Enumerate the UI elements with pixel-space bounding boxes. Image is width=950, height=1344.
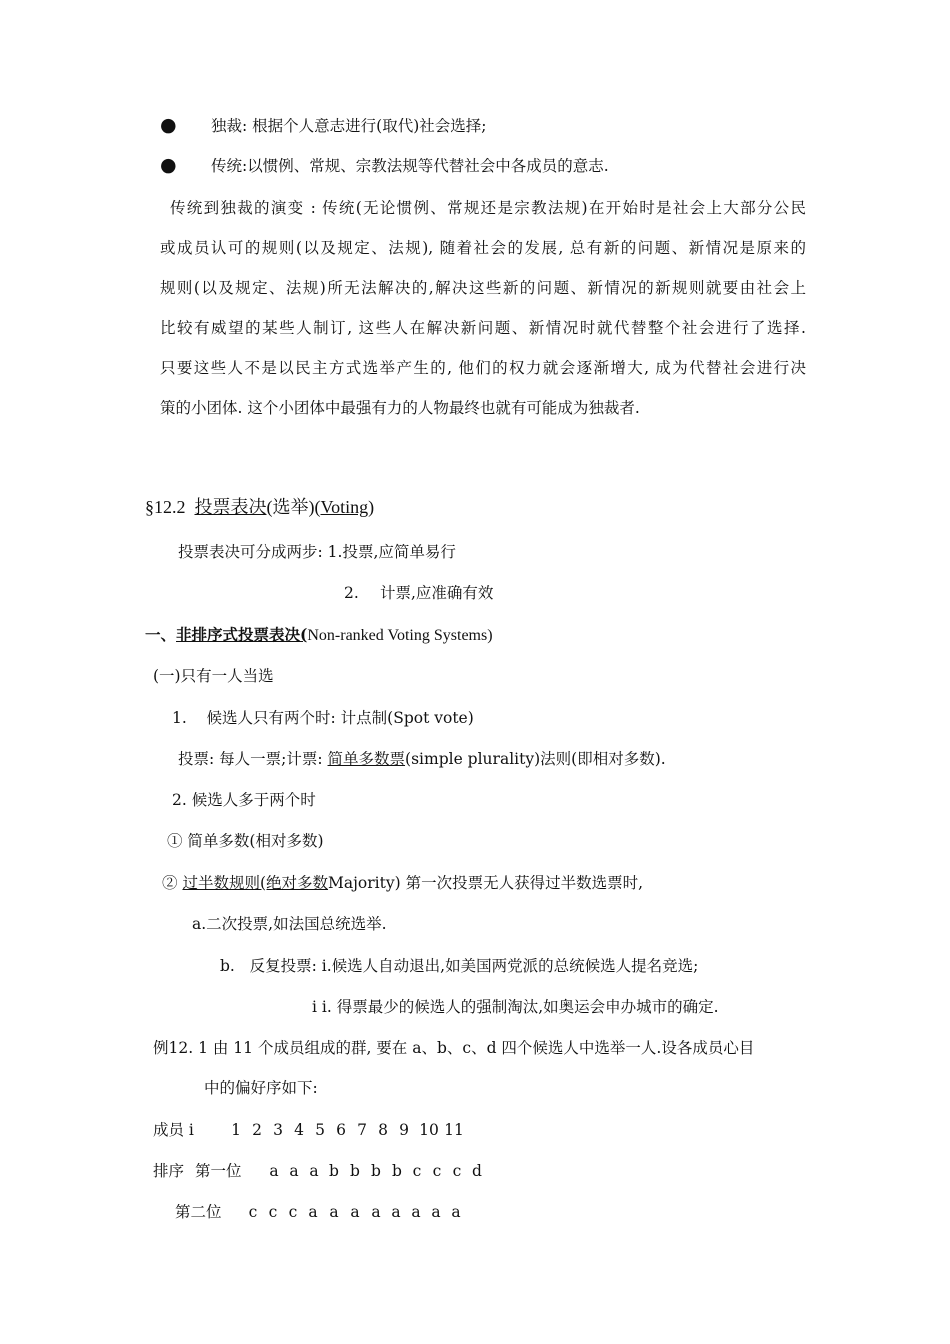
rule-simple-majority: ① 简单多数(相对多数) xyxy=(167,832,324,850)
first-choice: b xyxy=(329,1162,339,1180)
section-title-cn: 投票表决 xyxy=(194,497,267,517)
example-line-2: 中的偏好序如下: xyxy=(204,1079,318,1097)
majority-post: Majority) 第一次投票无人获得过半数选票时, xyxy=(328,874,644,892)
first-choice: b xyxy=(371,1162,381,1180)
heading-title-cn: 非排序式投票表决( xyxy=(176,625,308,644)
first-choice: d xyxy=(472,1162,482,1180)
forced-elimination: i i. 得票最少的候选人的强制淘汰,如奥运会申办城市的确定. xyxy=(312,998,719,1016)
second-choice: a xyxy=(308,1203,318,1221)
second-choice: a xyxy=(391,1203,401,1221)
member-number: 6 xyxy=(336,1121,346,1139)
member-label: 成员 i xyxy=(153,1121,194,1139)
section-title-paren: (选举)( xyxy=(266,497,321,517)
second-choice: a xyxy=(411,1203,421,1221)
bullet-dictatorship: 独裁: 根据个人意志进行(取代)社会选择; xyxy=(211,117,487,135)
bullet-icon: ● xyxy=(160,114,177,136)
detail-pre: 投票: 每人一票;计票: xyxy=(178,750,328,768)
first-choice: b xyxy=(392,1162,402,1180)
heading-prefix: 一、 xyxy=(145,625,177,644)
first-choice: c xyxy=(432,1162,442,1180)
section-number: §12.2 xyxy=(145,497,186,517)
simple-plurality-line xyxy=(178,749,666,769)
rule-absolute-majority xyxy=(162,873,643,893)
item-text: 候选人只有两个时: 计点制(Spot vote) xyxy=(206,709,474,727)
section-title-en: Voting xyxy=(320,497,369,517)
nonranked-heading xyxy=(145,625,493,646)
second-choice: c xyxy=(268,1203,278,1221)
second-choice: c xyxy=(248,1203,258,1221)
first-choice: a xyxy=(269,1162,279,1180)
member-number: 2 xyxy=(252,1121,262,1139)
step2-number: 2. xyxy=(344,584,359,602)
first-place-label: 第一位 xyxy=(195,1162,242,1180)
member-number: 3 xyxy=(273,1121,283,1139)
paragraph-line: 传统到独裁的演变 : 传统(无论惯例、常规还是宗教法规)在开始时是社会上大部分公民 xyxy=(170,199,806,217)
step2-text: 计票,应准确有效 xyxy=(380,584,494,602)
bullet-tradition: 传统:以惯例、常规、宗教法规等代替社会中各成员的意志. xyxy=(211,157,609,175)
paragraph-line: 只要这些人不是以民主方式选举产生的, 他们的权力就会逐渐增大, 成为代替社会进行决 xyxy=(160,359,806,377)
member-number: 1 xyxy=(231,1121,241,1139)
second-place-label: 第二位 xyxy=(175,1203,222,1221)
circle-number: ② xyxy=(162,874,178,892)
detail-underlined: 简单多数票 xyxy=(327,750,406,768)
paragraph-line: 策的小团体. 这个小团体中最强有力的人物最终也就有可能成为独裁者. xyxy=(160,399,640,417)
member-number: 7 xyxy=(357,1121,367,1139)
sub-b-text: 反复投票: i.候选人自动退出,如美国两党派的总统候选人提名竞选; xyxy=(249,957,699,975)
paragraph-line: 比较有威望的某些人制订, 这些人在解决新问题、新情况时就代替整个社会进行了选择. xyxy=(160,319,806,337)
example-line-1: 例12. 1 由 11 个成员组成的群, 要在 a、b、c、d 四个候选人中选举一人.设各成员心目 xyxy=(153,1039,755,1057)
member-number: 5 xyxy=(315,1121,325,1139)
sub-b-label: b. xyxy=(220,957,235,975)
member-number: 11 xyxy=(444,1121,464,1139)
member-number: 8 xyxy=(378,1121,388,1139)
first-choice: c xyxy=(412,1162,422,1180)
second-choice: a xyxy=(431,1203,441,1221)
second-choice: c xyxy=(288,1203,298,1221)
bullet-icon: ● xyxy=(160,154,177,176)
first-choice: c xyxy=(452,1162,462,1180)
second-choice: a xyxy=(329,1203,339,1221)
runoff-vote: a.二次投票,如法国总统选举. xyxy=(192,915,387,933)
repeated-vote xyxy=(220,956,698,976)
rank-label: 排序 xyxy=(153,1162,185,1180)
second-choice: a xyxy=(451,1203,461,1221)
second-choice: a xyxy=(350,1203,360,1221)
first-choice: b xyxy=(350,1162,360,1180)
second-choice: a xyxy=(371,1203,381,1221)
item-number: 1. xyxy=(172,709,187,727)
member-number: 4 xyxy=(294,1121,304,1139)
section-heading xyxy=(145,497,374,517)
first-choice: a xyxy=(309,1162,319,1180)
member-number: 9 xyxy=(399,1121,409,1139)
section-title-close: ) xyxy=(368,497,375,517)
item-more-candidates: 2. 候选人多于两个时 xyxy=(172,791,316,809)
majority-underlined: 过半数规则(绝对多数 xyxy=(182,874,329,892)
item-two-candidates xyxy=(172,708,474,728)
detail-post: (simple plurality)法则(即相对多数). xyxy=(405,750,666,768)
paragraph-line: 规则(以及规定、法规)所无法解决的,解决这些新的问题、新情况的新规则就要由社会上 xyxy=(160,279,806,297)
heading-title-en: Non-ranked Voting Systems) xyxy=(307,627,493,644)
paragraph-line: 或成员认可的规则(以及规定、法规), 随着社会的发展, 总有新的问题、新情况是原来的 xyxy=(160,239,806,257)
first-choice: a xyxy=(289,1162,299,1180)
member-number: 10 xyxy=(419,1121,439,1139)
subheading-one-winner: (一)只有一人当选 xyxy=(153,667,274,685)
steps-intro: 投票表决可分成两步: 1.投票,应简单易行 xyxy=(178,543,456,561)
